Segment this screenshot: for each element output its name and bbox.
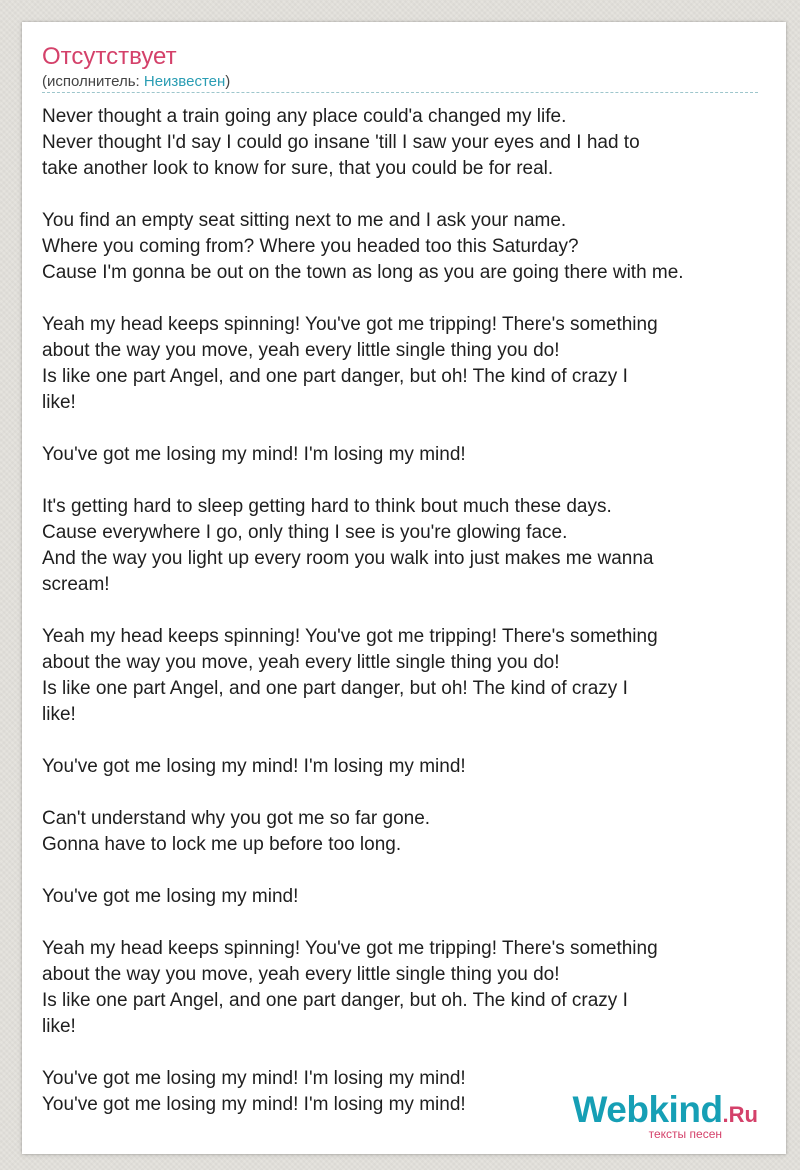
lyrics-line: You've got me losing my mind! I'm losing my mind!: [42, 444, 466, 465]
lyrics-line: scream!: [42, 574, 110, 595]
lyrics-line: like!: [42, 392, 76, 413]
lyrics-blank-line: [42, 416, 758, 442]
lyrics-blank-line: [42, 728, 758, 754]
lyrics-line: take another look to know for sure, that you could be for real.: [42, 158, 554, 179]
lyrics-blank-line: [42, 468, 758, 494]
lyrics-line: Yeah my head keeps spinning! You've got me tripping! There's something: [42, 626, 658, 647]
lyrics-line: You've got me losing my mind!: [42, 886, 299, 907]
lyrics-line: like!: [42, 1016, 76, 1037]
logo-tagline: тексты песен: [648, 1127, 722, 1141]
artist-link[interactable]: Неизвестен: [143, 73, 226, 90]
lyrics-line: Where you coming from? Where you headed too this Saturday?: [42, 236, 579, 257]
lyrics-line: You've got me losing my mind! I'm losing my mind!: [42, 1068, 466, 1089]
lyrics-line: You've got me losing my mind! I'm losing my mind!: [42, 1094, 466, 1115]
lyrics-line: Is like one part Angel, and one part danger, but oh! The kind of crazy I: [42, 678, 628, 699]
webkind-logo[interactable]: [558, 1091, 758, 1140]
lyrics-blank-line: [42, 910, 758, 936]
lyrics-line: You find an empty seat sitting next to me and I ask your name.: [42, 210, 567, 231]
lyrics-line: Yeah my head keeps spinning! You've got me tripping! There's something: [42, 938, 658, 959]
lyrics-blank-line: [42, 858, 758, 884]
lyrics-line: like!: [42, 704, 76, 725]
lyrics-line: Is like one part Angel, and one part danger, but oh! The kind of crazy I: [42, 366, 628, 387]
artist-line: [42, 73, 230, 91]
lyrics-blank-line: [42, 286, 758, 312]
lyrics-line: Cause everywhere I go, only thing I see is you're glowing face.: [42, 522, 568, 543]
lyrics-line: Cause I'm gonna be out on the town as long as you are going there with me.: [42, 262, 684, 283]
lyrics-blank-line: [42, 182, 758, 208]
lyrics-line: You've got me losing my mind! I'm losing my mind!: [42, 756, 466, 777]
lyrics-line: Never thought I'd say I could go insane 'till I saw your eyes and I had to: [42, 132, 640, 153]
lyrics-line: Gonna have to lock me up before too long.: [42, 834, 402, 855]
logo-name: Webkind: [572, 1089, 723, 1130]
lyrics-line: about the way you move, yeah every little single thing you do!: [42, 652, 560, 673]
lyrics-card: [22, 22, 786, 1154]
lyrics-line: Is like one part Angel, and one part danger, but oh. The kind of crazy I: [42, 990, 628, 1011]
lyrics-line: It's getting hard to sleep getting hard to think bout much these days.: [42, 496, 612, 517]
lyrics-blank-line: [42, 780, 758, 806]
lyrics-line: Can't understand why you got me so far gone.: [42, 808, 431, 829]
lyrics-body: [42, 104, 758, 1118]
lyrics-blank-line: [42, 1040, 758, 1066]
lyrics-line: Yeah my head keeps spinning! You've got me tripping! There's something: [42, 314, 658, 335]
header-divider: [42, 92, 758, 93]
lyrics-line: And the way you light up every room you walk into just makes me wanna: [42, 548, 654, 569]
lyrics-line: about the way you move, yeah every little single thing you do!: [42, 964, 560, 985]
song-title: Отсутствует: [42, 43, 177, 70]
lyrics-blank-line: [42, 598, 758, 624]
artist-prefix: (исполнитель:: [42, 73, 144, 90]
lyrics-line: about the way you move, yeah every little single thing you do!: [42, 340, 560, 361]
logo-tld: .Ru: [722, 1102, 758, 1127]
lyrics-line: Never thought a train going any place could'a changed my life.: [42, 106, 567, 127]
artist-suffix: ): [225, 73, 231, 90]
